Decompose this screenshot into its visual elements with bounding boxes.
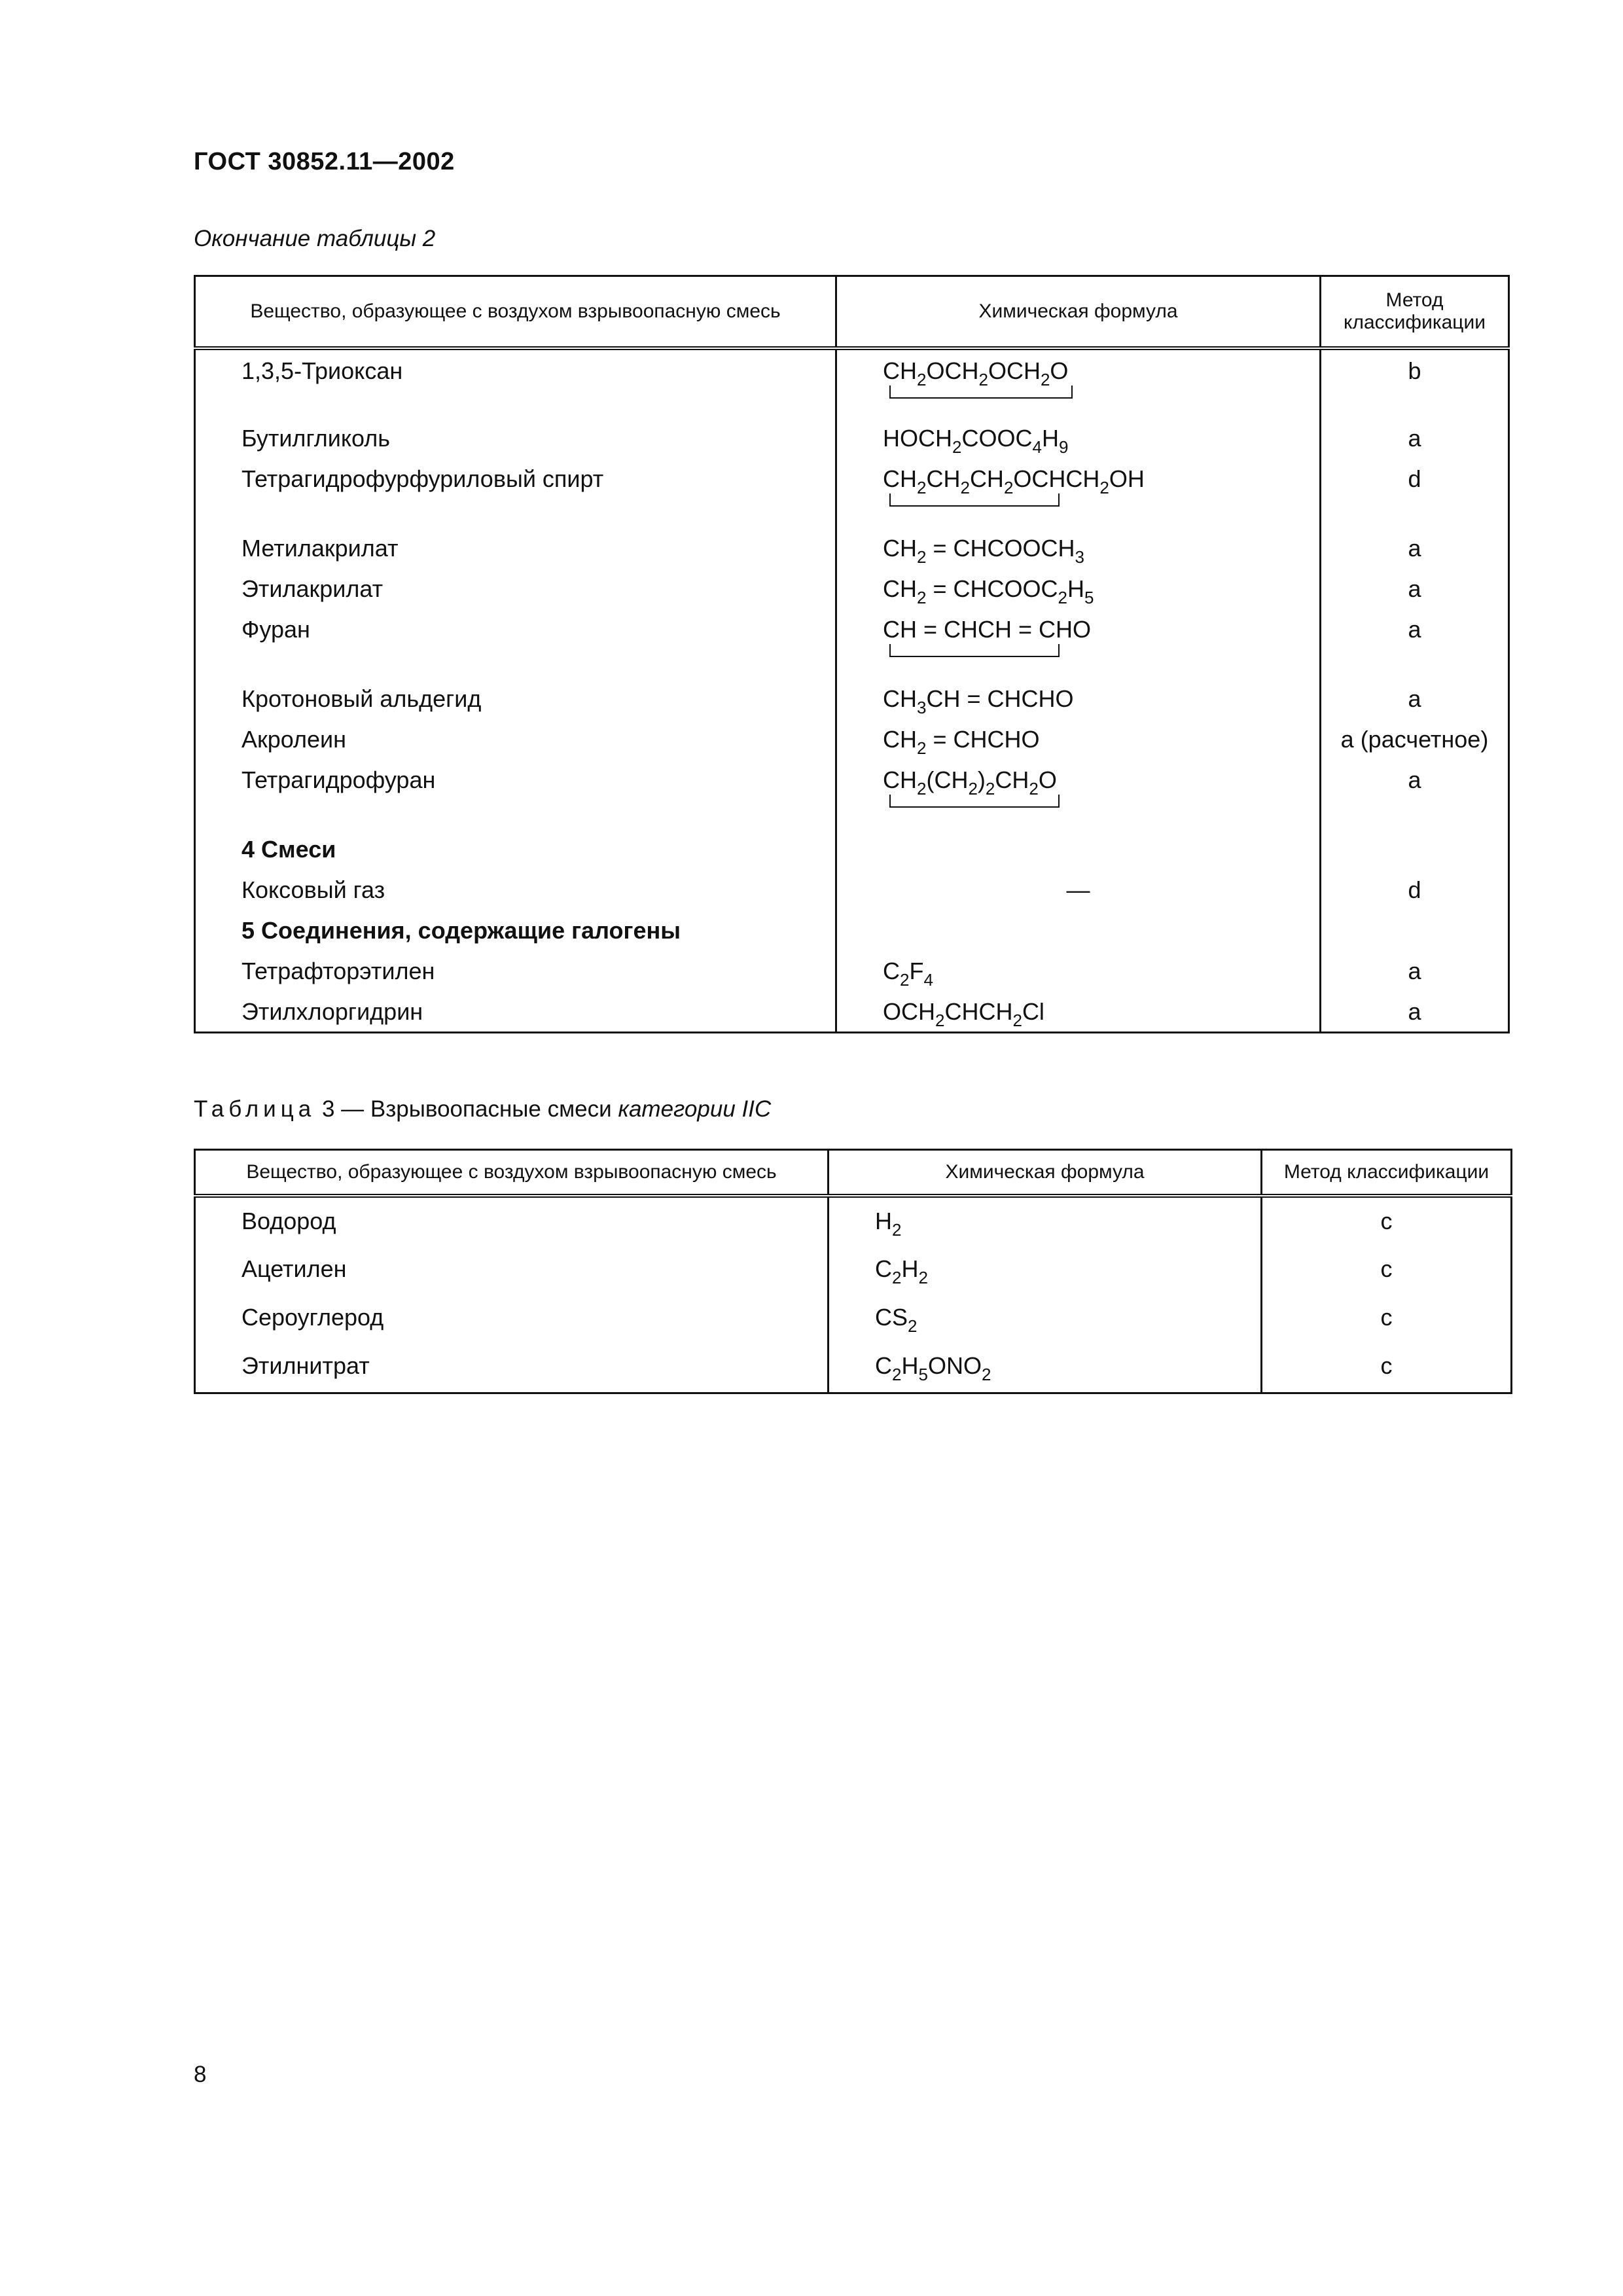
table-row: [195, 678, 1509, 719]
classification-method: d: [1408, 465, 1421, 492]
table-row: [195, 991, 1509, 1033]
substance-name: Тетрагидрофуран: [241, 766, 436, 793]
substance-name: Ацетилен: [241, 1255, 347, 1282]
page-number: 8: [194, 2062, 207, 2087]
substance-name: Метилакрилат: [241, 534, 399, 562]
chemical-formula: CH = CHCH = CHO: [837, 609, 1319, 644]
table-row: [195, 568, 1509, 609]
header-method: Метод классификации: [1262, 1150, 1512, 1196]
classification-method: c: [1380, 1255, 1393, 1282]
table-3: [194, 1149, 1512, 1394]
chemical-formula: $H_2$: [875, 1207, 902, 1240]
chemical-formula: —: [1066, 876, 1090, 903]
table-2: [194, 275, 1510, 1033]
chemical-formula: $CH_2$ = $CHCOOC_2H_5$: [883, 575, 1094, 607]
substance-name: Бутилгликоль: [241, 424, 391, 452]
table-row: [195, 910, 1509, 950]
header-formula: Химическая формула: [836, 276, 1321, 348]
chemical-formula: $CH_2CH_2CH_2OCHCH_2OH$: [837, 458, 1319, 493]
classification-method: b: [1408, 357, 1421, 384]
ring-bracket: [889, 795, 1060, 808]
chemical-formula: $C_2F_4$: [883, 957, 933, 990]
substance-name: Этилхлоргидрин: [241, 997, 423, 1025]
chemical-formula: $CH_2$ = $CHCOOCH_3$: [883, 534, 1084, 567]
classification-method: c: [1380, 1352, 1393, 1379]
table-row: [195, 1294, 1512, 1342]
substance-name: Водород: [241, 1207, 336, 1234]
table-row: [195, 869, 1509, 910]
substance-name: Тетрагидрофурфуриловый спирт: [241, 465, 604, 492]
chemical-formula: $OCH_2CHCH_2Cl$: [883, 997, 1044, 1030]
classification-method: [1321, 910, 1508, 916]
table-row: [195, 719, 1509, 759]
header-formula: Химическая формула: [829, 1150, 1262, 1196]
classification-method: a: [1408, 766, 1421, 793]
chemical-formula: $C_2H_2$: [875, 1255, 928, 1287]
table-row: [195, 829, 1509, 869]
chemical-formula: [837, 910, 1319, 916]
table-row: [195, 348, 1509, 418]
table-row: [195, 458, 1509, 528]
classification-method: [1321, 829, 1508, 835]
table-row: [195, 609, 1509, 678]
ring-bracket: [889, 644, 1060, 657]
table-row: [195, 1342, 1512, 1393]
substance-name: Сероуглерод: [241, 1303, 384, 1331]
classification-method: a (расчетное): [1340, 725, 1489, 753]
chemical-formula: $C_2H_5ONO_2$: [875, 1352, 991, 1384]
table-row: [195, 1246, 1512, 1294]
ring-bracket: [889, 493, 1060, 507]
substance-name: Коксовый газ: [241, 876, 385, 903]
table-row: [195, 950, 1509, 991]
ring-bracket: [889, 386, 1073, 399]
substance-name: 5 Соединения, содержащие галогены: [241, 916, 681, 944]
substance-name: Акролеин: [241, 725, 347, 753]
table-row: [195, 759, 1509, 829]
table-row: [195, 418, 1509, 458]
header-substance: Вещество, образующее с воздухом взрывоопасную смесь: [195, 276, 836, 348]
substance-name: 4 Смеси: [241, 835, 336, 863]
classification-method: a: [1408, 615, 1421, 643]
classification-method: a: [1408, 997, 1421, 1025]
header-substance: Вещество, образующее с воздухом взрывоопасную смесь: [195, 1150, 829, 1196]
classification-method: c: [1380, 1303, 1393, 1331]
header-method: Метод классификации: [1321, 276, 1509, 348]
table-3-caption: Таблица 3 — Взрывоопасные смеси категории IIC: [194, 1096, 772, 1122]
substance-name: Кротоновый альдегид: [241, 685, 482, 712]
classification-method: a: [1408, 957, 1421, 984]
classification-method: c: [1380, 1207, 1393, 1234]
table-row: [195, 528, 1509, 568]
table-row: [195, 1196, 1512, 1246]
classification-method: a: [1408, 575, 1421, 602]
substance-name: Этилакрилат: [241, 575, 383, 602]
substance-name: Этилнитрат: [241, 1352, 370, 1379]
chemical-formula: $CH_2(CH_2)_2CH_2O$: [837, 759, 1319, 795]
substance-name: 1,3,5-Триоксан: [241, 357, 403, 384]
classification-method: a: [1408, 424, 1421, 452]
substance-name: Фуран: [241, 615, 310, 643]
chemical-formula: $CH_3CH$ = CHCHO: [883, 685, 1074, 717]
document-header: ГОСТ 30852.11—2002: [194, 148, 455, 175]
classification-method: a: [1408, 534, 1421, 562]
classification-method: a: [1408, 685, 1421, 712]
chemical-formula: $HOCH_2COOC_4H_9$: [883, 424, 1069, 457]
classification-method: d: [1408, 876, 1421, 903]
chemical-formula: [837, 829, 1319, 835]
chemical-formula: $CS_2$: [875, 1303, 918, 1336]
table-continuation-caption: Окончание таблицы 2: [194, 226, 436, 251]
chemical-formula: $CH_2OCH_2OCH_2O$: [837, 350, 1319, 386]
substance-name: Тетрафторэтилен: [241, 957, 435, 984]
chemical-formula: $CH_2$ = CHCHO: [883, 725, 1040, 758]
